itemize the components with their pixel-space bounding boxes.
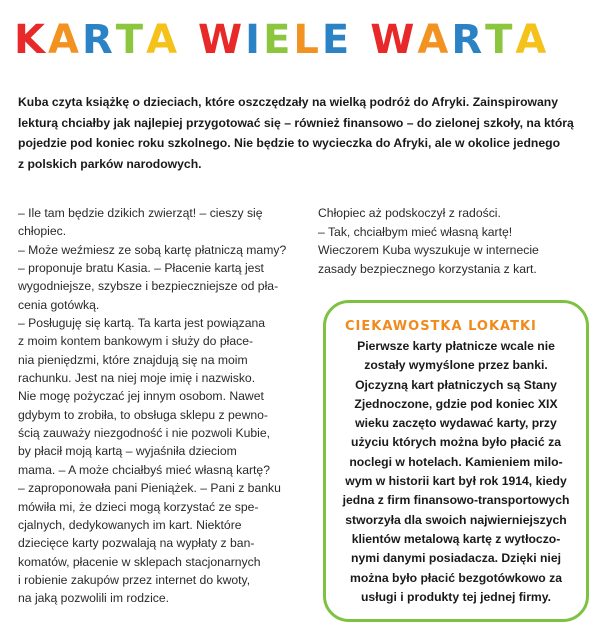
left-column-line: dziecięce karty pozwalają na wypłaty z ban- (18, 536, 255, 551)
left-column-line: nia pieniędzmi, które znajdują się na moim (18, 352, 248, 367)
left-column-line: – Może weźmiesz ze sobą kartę płatniczą mamy? (18, 242, 287, 257)
left-column-line: Nie mogę pożyczać jej innym osobom. Nawet (18, 389, 264, 404)
fact-box-line: wieku zaczęto wydawać karty, przy (355, 416, 557, 431)
fact-box-text (326, 337, 586, 607)
fact-box-line: Ojczyzną kart płatniczych są Stany (355, 377, 557, 392)
left-column-line: – Ile tam będzie dzikich zwierząt! – cieszy się (18, 206, 263, 220)
title-letter: T (485, 17, 516, 63)
page-title (14, 10, 549, 70)
right-column-line: Wieczorem Kuba wyszukuje w internecie (318, 243, 539, 258)
fact-box-line: wym w historii kart był rok 1914, kiedy (345, 474, 567, 489)
title-letter: R (81, 17, 116, 63)
title-letter: W (198, 17, 246, 63)
fact-box-line: noclegi w hotelach. Kamieniem milo- (349, 454, 563, 469)
right-column-line: zasady bezpiecznego korzystania z kart. (318, 262, 537, 277)
fact-box-line: usługi i produkty tej jednej firmy. (360, 589, 552, 604)
intro-line: pojedzie pod koniec roku szkolnego. Nie będzie to wycieczka do Afryki, ale w okolice jednego (18, 136, 561, 150)
intro-line: z polskich parków narodowych. (18, 156, 202, 171)
intro-line: lekturą chciałby jak najlepiej przygotować się – również finansowo – do zielonej szkoły, na którą (18, 115, 574, 130)
left-column-line: – proponuje bratu Kasia. – Płacenie kartą jest (18, 261, 264, 276)
title-letter: E (321, 17, 353, 63)
story-right-column (318, 204, 598, 279)
left-column-line: gdybym to zrobiła, to obsługa sklepu z pewno- (18, 407, 268, 422)
fact-box-line: zostały wymyślone przez banki. (364, 358, 548, 373)
left-column-line: na jaką pozwolili im rodzice. (18, 591, 170, 606)
title-letter: A (48, 17, 82, 63)
fact-box-line: można było płacić bezgotówkowo za (350, 570, 562, 585)
fact-box-line: jedna z firm finansowo-transportowych (342, 493, 570, 508)
left-column-line: – Posługuję się kartą. Ta karta jest powiązana (18, 316, 266, 331)
left-column-line: rachunku. Jest na niej moje imię i nazwisko. (18, 371, 256, 386)
title-letter: L (293, 17, 322, 63)
left-column-line: cenia gotówką. (18, 297, 100, 312)
title-letter: I (245, 17, 264, 63)
left-column-line: wygodniejsze, szybsze i bezpieczniejsze od pła- (18, 279, 279, 294)
fact-box-line: Zjednoczone, gdzie pod koniec XIX (354, 396, 558, 411)
left-column-line: ścią zauważy niezgodność i nie pozwoli Kubie, (18, 426, 271, 441)
title-letter: A (146, 17, 181, 63)
left-column-line: mówiła mi, że dzieci mogą korzystać ze spe- (18, 499, 259, 514)
fact-box-line: stworzyła dla swoich najwierniejszych (345, 512, 567, 527)
title-letter: R (451, 17, 486, 63)
title-letter: K (14, 17, 48, 63)
left-column-line: i robienie zakupów przez internet do kwoty, (18, 572, 251, 587)
left-column-line: z moim kontem bankowym i służy do płace- (18, 334, 254, 349)
left-column-line: chłopiec. (18, 224, 67, 239)
left-column-line: komatów, płacenie w sklepach stacjonarnych (18, 554, 261, 569)
story-left-column (18, 204, 302, 608)
fact-box-line: klientów metalową kartę z wytłoczo- (351, 531, 561, 546)
title-letter: A (417, 17, 452, 63)
title-letter: E (263, 17, 294, 63)
intro-line: Kuba czyta książkę o dzieciach, które oszczędzały na wielką podróż do Afryki. Zainspirowany (18, 95, 559, 109)
left-column-line: – zaproponowała pani Pieniążek. – Pani z banku (18, 481, 281, 496)
intro-paragraph (18, 92, 598, 174)
title-letter: A (515, 17, 550, 63)
left-column-line: by płacił moją kartą – wyjaśniła dzieciom (18, 444, 237, 459)
right-column-line: – Tak, chciałbym mieć własną kartę! (318, 224, 513, 239)
fact-box-line: Pierwsze karty płatnicze wcale nie (357, 339, 555, 353)
right-column-line: Chłopiec aż podskoczył z radości. (318, 206, 501, 220)
fact-box-line: użyciu których można było płacić za (351, 435, 561, 450)
fact-box-line: nymi danymi posiadacza. Dzięki niej (351, 551, 561, 566)
title-letter: W (370, 17, 418, 63)
title-letter: T (115, 17, 147, 63)
fact-box-title: CIEKAWOSTKA LOKATKI (345, 319, 537, 334)
left-column-line: cjalnych, dedykowanych im kart. Niektóre (18, 517, 242, 532)
left-column-line: mama. – A może chciałbyś mieć własną kartę? (18, 462, 270, 477)
